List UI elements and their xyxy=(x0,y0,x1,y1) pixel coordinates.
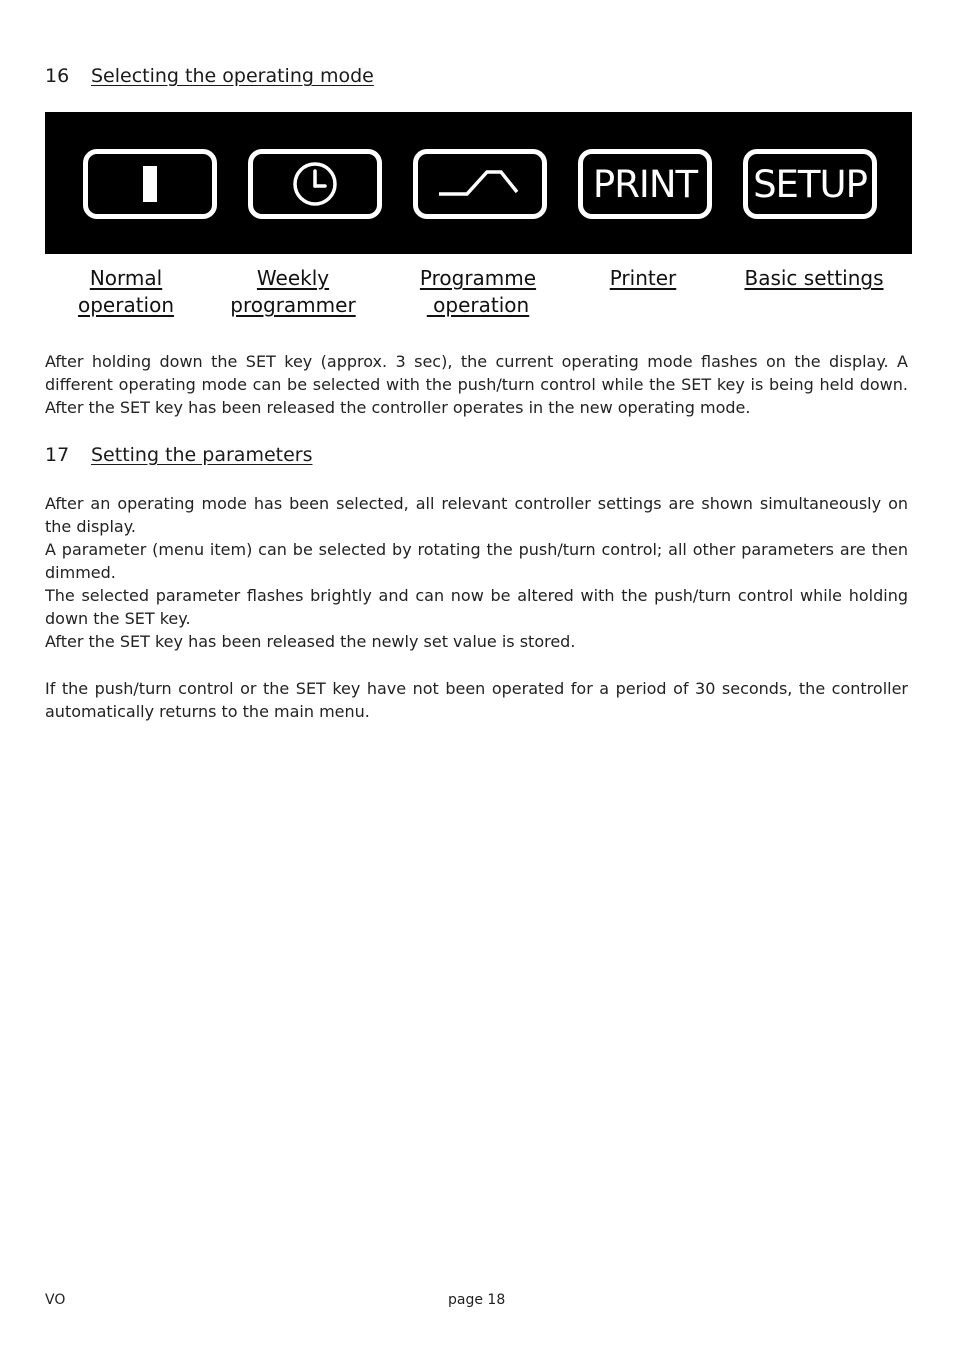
mode-label-line: operation xyxy=(426,293,530,317)
mode-label-line: operation xyxy=(77,293,175,317)
mode-label-line: programmer xyxy=(230,293,356,317)
mode-label-normal-operation xyxy=(46,265,206,319)
paragraph-operating-mode: After holding down the SET key (approx. 3 sec), the current operating mode flashes on the display. A different operating mode can be selected with the push/turn control while the SET key is being held down. After the SET key has been released the controller operates in the new operating mode. xyxy=(45,352,908,417)
paragraph-line: A parameter (menu item) can be selected by rotating the push/turn control; all other parameters are then dimmed. xyxy=(45,540,908,582)
setup-button[interactable] xyxy=(743,149,877,219)
mode-label-line: Basic settings xyxy=(744,266,884,290)
print-button-text: PRINT xyxy=(592,162,698,206)
ramp-icon xyxy=(433,164,527,204)
normal-operation-button[interactable] xyxy=(83,149,217,219)
section-16-number: 16 xyxy=(45,65,70,87)
paragraph-line: After an operating mode has been selected, all relevant controller settings are shown simultaneously on the display. xyxy=(45,494,908,536)
mode-label-line: Normal xyxy=(89,266,163,290)
paragraph-line: After the SET key has been released the newly set value is stored. xyxy=(45,632,576,651)
footer-page-number: page 18 xyxy=(448,1292,506,1308)
weekly-programmer-button[interactable] xyxy=(248,149,382,219)
setup-button-text: SETUP xyxy=(753,162,867,206)
mode-label-line: Printer xyxy=(609,266,677,290)
clock-icon xyxy=(291,160,339,208)
section-16-title: Selecting the operating mode xyxy=(91,65,374,87)
paragraph-parameters xyxy=(45,492,908,653)
paragraph-timeout: If the push/turn control or the SET key have not been operated for a period of 30 seconds, the controller automatically returns to the main menu. xyxy=(45,679,908,721)
mode-label-basic-settings xyxy=(724,265,904,292)
mode-label-weekly-programmer xyxy=(213,265,373,319)
mode-label-line: Weekly xyxy=(256,266,330,290)
programme-operation-button[interactable] xyxy=(413,149,547,219)
section-17-number: 17 xyxy=(45,444,70,466)
printer-button[interactable] xyxy=(578,149,712,219)
bar-icon xyxy=(140,164,160,204)
section-17-title: Setting the parameters xyxy=(91,444,313,466)
section-17-heading xyxy=(45,444,313,466)
footer-doc-code: VO xyxy=(45,1292,66,1308)
mode-label-line: Programme xyxy=(419,266,537,290)
mode-label-printer xyxy=(573,265,713,292)
mode-label-programme-operation xyxy=(398,265,558,319)
section-16-heading xyxy=(45,65,374,87)
paragraph-line: The selected parameter flashes brightly and can now be altered with the push/turn control while holding down the SET key. xyxy=(45,586,908,628)
controller-display-panel xyxy=(45,112,912,254)
